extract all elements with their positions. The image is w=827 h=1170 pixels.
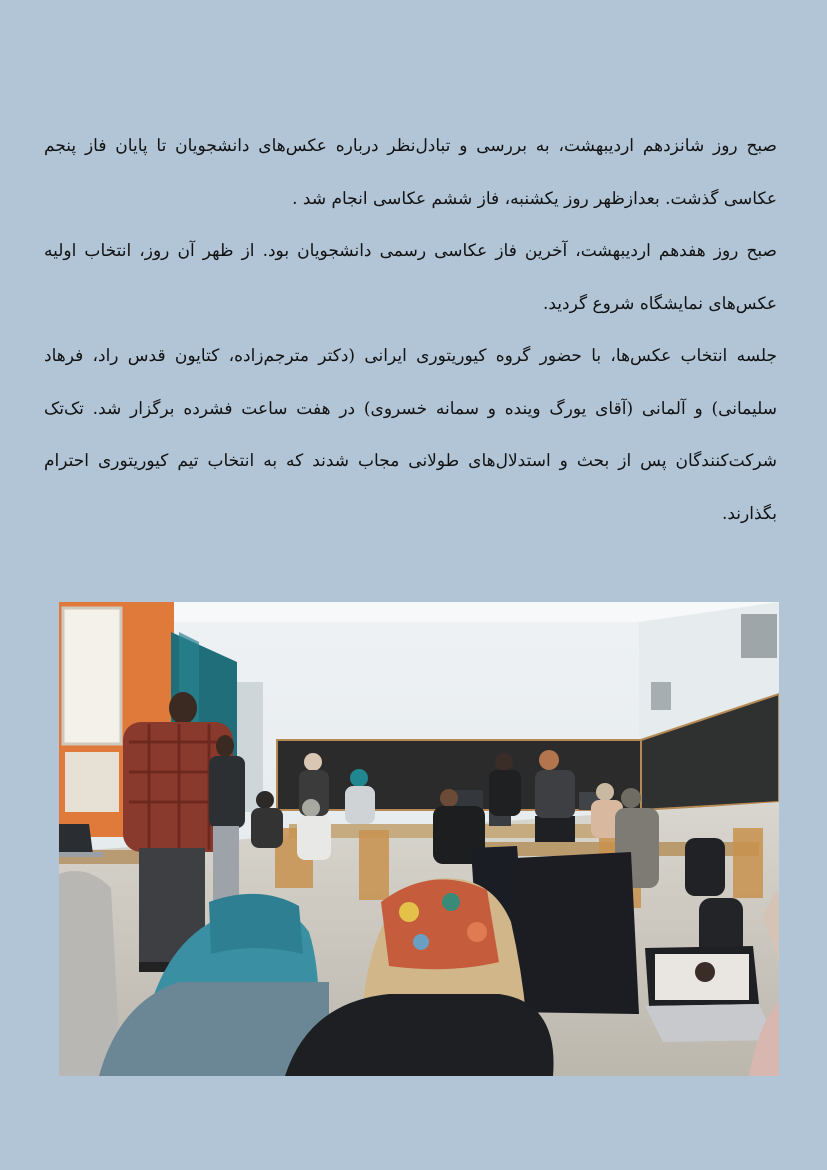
paragraph-3: جلسه انتخاب عکس‌ها، با حضور گروه کیوریتوری ایرانی (دکتر مترجم‌زاده، کتایون قدس راد، فرهاد سلیمانی) و آلمانی (آقای یورگ وینده و سمانه خسروی) در هفت ساعت فشرده برگزار شد. تک‌تک شرکت‌کنندگان پس از بحث و استدلال‌های طولانی مجاب شدند که به انتخاب تیم کیوریتوری احترام بگذارند. — [44, 346, 777, 524]
article-text — [44, 120, 777, 540]
paragraph-2: صبح روز هفدهم اردیبهشت، آخرین فاز عکاسی رسمی دانشجویان بود. از ظهر آن روز، انتخاب اولیه عکس‌های نمایشگاه شروع گردید. — [44, 241, 777, 314]
classroom-photo — [59, 602, 779, 1076]
classroom-photo-illustration — [59, 602, 779, 1076]
paragraph-1: صبح روز شانزدهم اردیبهشت، به بررسی و تبادل‌نظر درباره عکس‌های دانشجویان تا پایان فاز پنجم عکاسی گذشت. بعدازظهر روز یکشنبه، فاز ششم عکاسی انجام شد . — [44, 136, 777, 209]
